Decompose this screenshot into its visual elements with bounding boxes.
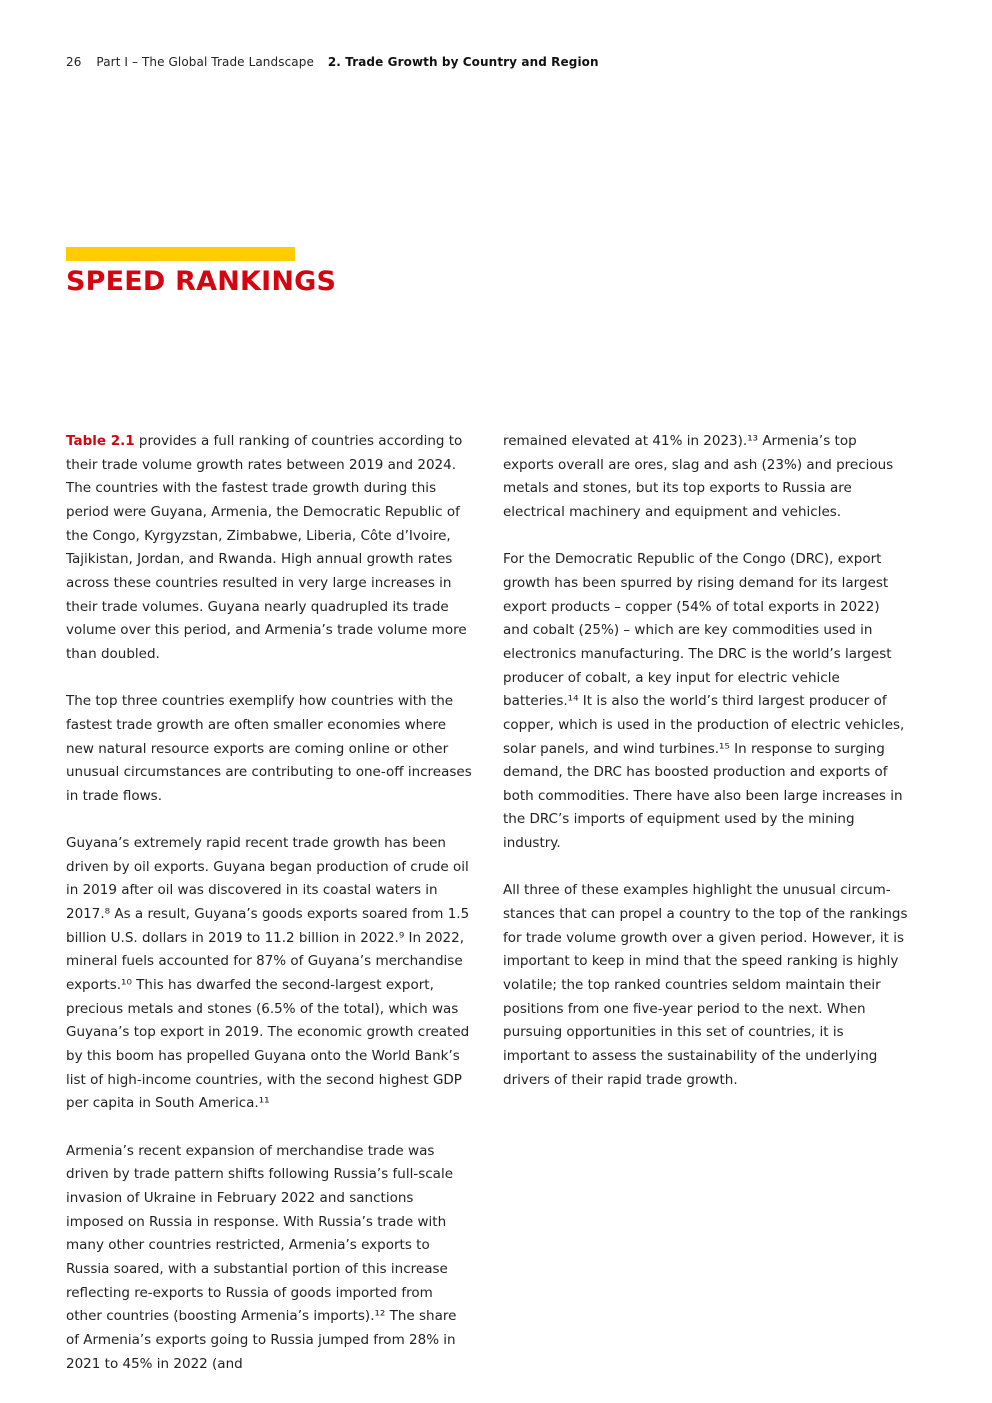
page-number: 26 xyxy=(66,55,82,69)
paragraph-top-three: The top three countries exemplify how countries with the fastest trade growth are often smaller economies where new natural resource exports are coming online or other unusual circumstances are contributing to one-off increases in trade flows. xyxy=(66,693,472,804)
running-header xyxy=(66,55,599,69)
table-reference-link[interactable]: Table 2.1 xyxy=(66,433,135,449)
section-accent-bar xyxy=(66,247,295,261)
section-title: SPEED RANKINGS xyxy=(66,266,337,297)
body-column-left xyxy=(66,430,472,1400)
paragraph-guyana: Guyana’s extremely rapid recent trade growth has been driven by oil exports. Guyana began production of crude oil in 2019 after oil was discovered in its coastal waters in 2017.⁸ As a result, Guyana’s goods exports soared from 1.5 billion U.S. dollars in 2019 to 11.2 billion in 2022.⁹ In 2022, mineral fuels accounted for 87% of Guyana’s merchandise exports.¹⁰ This has dwarfed the second-largest export, precious metals and stones (6.5% of the total), which was Guyana’s top export in 2019. The economic growth created by this boom has propelled Guyana onto the World Bank’s list of high-income countries, with the second highest GDP per capita in South America.¹¹ xyxy=(66,835,470,1112)
body-column-right xyxy=(503,430,909,1116)
paragraph-intro-text: provides a full ranking of countries according to their trade volume growth rates between 2019 and 2024. The countries with the fastest trade growth during this period were Guyana, Armenia, the Democratic Republic of the Congo, Kyrgyzstan, Zimbabwe, Liberia, Côte d’Ivoire, Tajikistan, Jordan, and Rwanda. High annual growth rates across these countries resulted in very large increases in their trade volumes. Guyana nearly quadrupled its trade volume over this period, and Armenia’s trade volume more than doubled. xyxy=(66,433,467,662)
paragraph-intro xyxy=(66,430,472,667)
paragraph-drc: For the Democratic Republic of the Congo (DRC), export growth has been spurred by rising demand for its largest export products – copper (54% of total exports in 2022) and cobalt (25%) – which are key commodities used in electronics manufacturing. The DRC is the world’s largest producer of cobalt, a key input for electric vehicle batteries.¹⁴ It is also the world’s third largest producer of copper, which is used in the production of electric vehicles, solar panels, and wind turbines.¹⁵ In response to surging demand, the DRC has boosted production and exports of both commodities. There have also been large increases in the DRC’s imports of equipment used by the mining industry. xyxy=(503,551,905,852)
part-title: Part I – The Global Trade Landscape xyxy=(96,55,314,69)
paragraph-armenia: Armenia’s recent expansion of merchandise trade was driven by trade pattern shifts following Russia’s full-scale invasion of Ukraine in February 2022 and sanctions imposed on Russia in response. With Russia’s trade with many other countries restricted, Armenia’s exports to Russia soared, with a substantial portion of this increase reflecting re-exports to Russia of goods imported from other countries (boosting Armenia’s imports).¹² The share of Armenia’s exports going to Russia jumped from 28% in 2021 to 45% in 2022 (and xyxy=(66,1142,457,1372)
chapter-title: 2. Trade Growth by Country and Region xyxy=(327,55,599,69)
paragraph-armenia-continued: remained elevated at 41% in 2023).¹³ Armenia’s top exports overall are ores, slag and ash (23%) and precious metals and stones, but its top exports to Russia are electrical machinery and equipment and vehicles. xyxy=(503,433,894,520)
paragraph-conclusion: All three of these examples highlight the unusual circumstances that can propel a country to the top of the rankings for trade volume growth over a given period. However, it is important to keep in mind that the speed ranking is highly volatile; the top ranked countries seldom maintain their positions from one five-year period to the next. When pursuing opportunities in this set of countries, it is important to assess the sustainability of the underlying drivers of their rapid trade growth. xyxy=(503,882,908,1088)
